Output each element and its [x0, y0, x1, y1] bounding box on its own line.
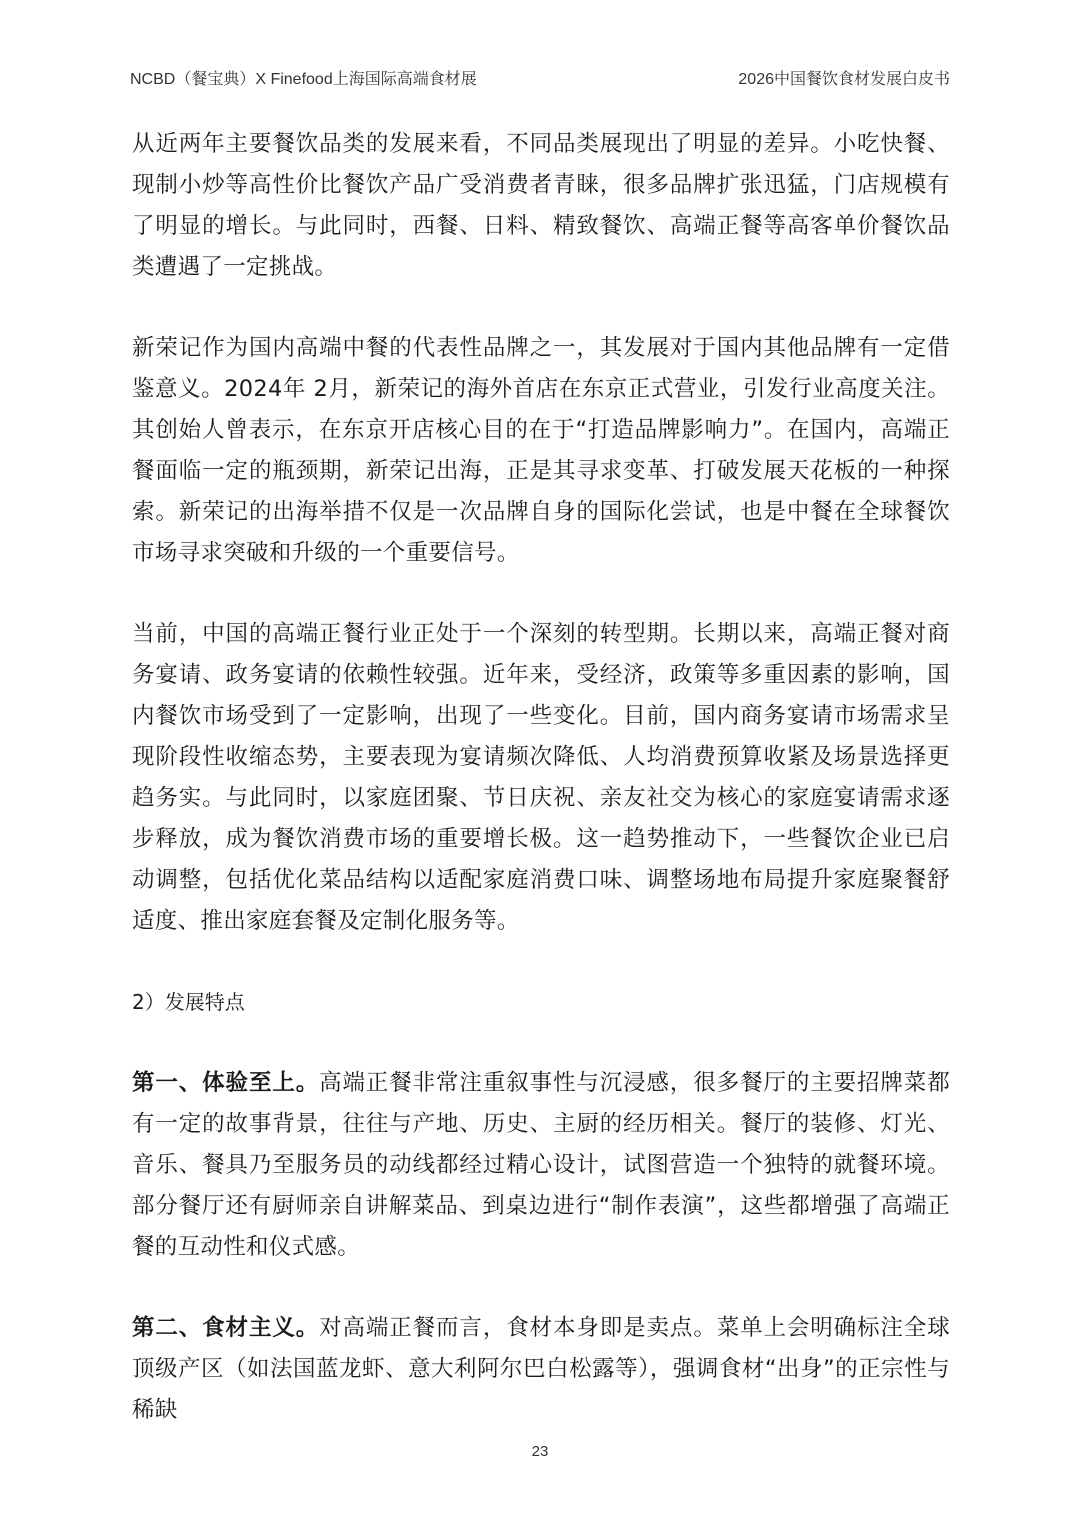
paragraph-category-trends: 从近两年主要餐饮品类的发展来看，不同品类展现出了明显的差异。小吃快餐、现制小炒等高性价比餐饮产品广受消费者青睐，很多品牌扩张迅猛，门店规模有了明显的增长。与此同时，西餐、日料、精致餐饮、高端正餐等高客单价餐饮品类遭遇了一定挑战。: [132, 131, 950, 280]
point-experience-body: 高端正餐非常注重叙事性与沉浸感，很多餐厅的主要招牌菜都有一定的故事背景，往往与产地、历史、主厨的经历相关。餐厅的装修、灯光、音乐、餐具乃至服务员的动线都经过精心设计，试图营造一个独特的就餐环境。部分餐厅还有厨师亲自讲解菜品、到桌边进行“制作表演”，这些都增强了高端正餐的互动性和仪式感。: [132, 1070, 950, 1260]
header-right-title: 2026中国餐饮食材发展白皮书: [738, 70, 950, 88]
section-heading-features: 2）发展特点: [132, 990, 245, 1014]
page-header: [130, 64, 950, 90]
page-number: 23: [531, 1443, 549, 1460]
page-body: [132, 124, 950, 1471]
point-ingredients: [132, 1308, 950, 1431]
point-ingredients-body: 对高端正餐而言，食材本身即是卖点。菜单上会明确标注全球顶级产区（如法国蓝龙虾、意大利阿尔巴白松露等），强调食材“出身”的正宗性与稀缺: [132, 1315, 950, 1423]
paragraph-transformation: 当前，中国的高端正餐行业正处于一个深刻的转型期。长期以来，高端正餐对商务宴请、政务宴请的依赖性较强。近年来，受经济，政策等多重因素的影响，国内餐饮市场受到了一定影响，出现了一些变化。目前，国内商务宴请市场需求呈现阶段性收缩态势，主要表现为宴请频次降低、人均消费预算收紧及场景选择更趋务实。与此同时，以家庭团聚、节日庆祝、亲友社交为核心的家庭宴请需求逐步释放，成为餐饮消费市场的重要增长极。这一趋势推动下，一些餐饮企业已启动调整，包括优化菜品结构以适配家庭消费口味、调整场地布局提升家庭聚餐舒适度、推出家庭套餐及定制化服务等。: [132, 621, 950, 934]
point-ingredients-lead: 第二、食材主义。: [132, 1315, 320, 1341]
point-experience: [132, 1063, 950, 1268]
header-left-title: NCBD（餐宝典）X Finefood上海国际高端食材展: [130, 70, 477, 88]
paragraph-xinrongji: 新荣记作为国内高端中餐的代表性品牌之一，其发展对于国内其他品牌有一定借鉴意义。2024年 2月，新荣记的海外首店在东京正式营业，引发行业高度关注。其创始人曾表示，在东京开店核心目的在于“打造品牌影响力”。在国内，高端正餐面临一定的瓶颈期，新荣记出海，正是其寻求变革、打破发展天花板的一种探索。新荣记的出海举措不仅是一次品牌自身的国际化尝试，也是中餐在全球餐饮市场寻求突破和升级的一个重要信号。: [132, 335, 950, 566]
point-experience-lead: 第一、体验至上。: [132, 1070, 320, 1096]
